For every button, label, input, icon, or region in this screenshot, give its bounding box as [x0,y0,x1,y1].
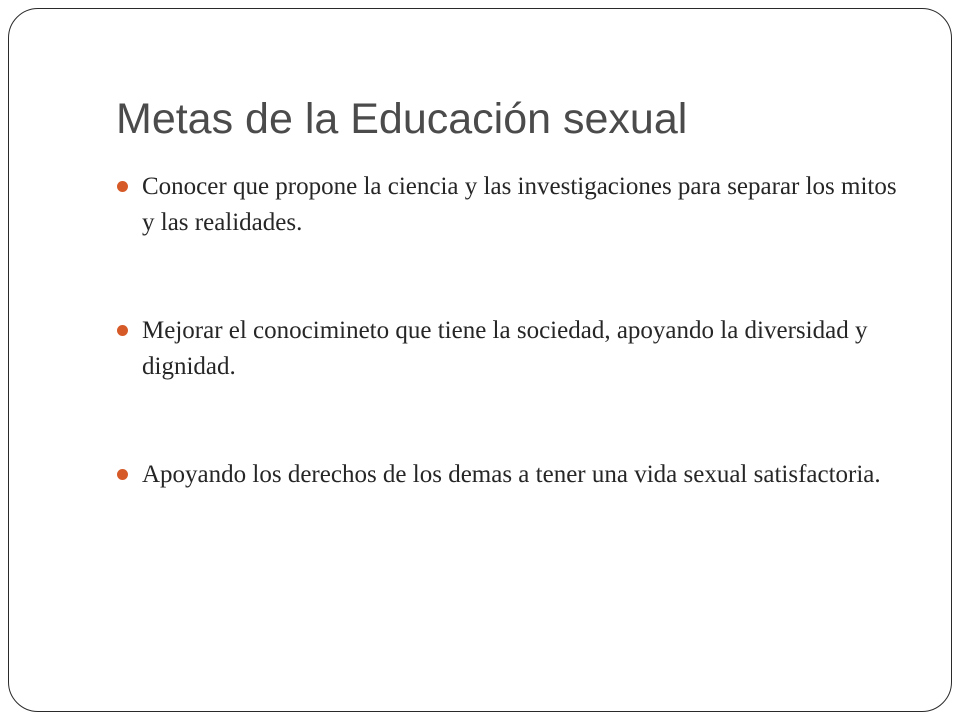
slide-frame [8,8,952,712]
bullet-text: Conocer que propone la ciencia y las investigaciones para separar los mitos y las realidades. [142,173,897,236]
bullet-item [117,457,907,493]
bullet-dot-icon [117,325,128,336]
bullet-text: Mejorar el conocimineto que tiene la sociedad, apoyando la diversidad y dignidad. [142,317,868,380]
bullet-dot-icon [117,469,128,480]
bullet-list [117,169,907,565]
bullet-item [117,169,907,241]
bullet-text: Apoyando los derechos de los demas a tener una vida sexual satisfactoria. [142,461,881,488]
bullet-item [117,313,907,385]
slide-title: Metas de la Educación sexual [116,95,688,143]
bullet-dot-icon [117,181,128,192]
